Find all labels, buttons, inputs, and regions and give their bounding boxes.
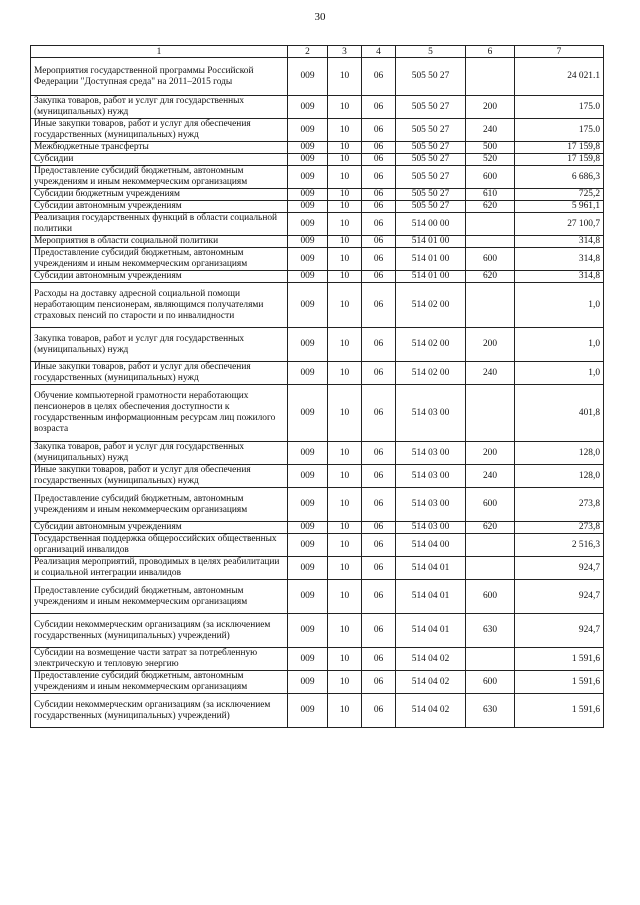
section-code-cell: 10: [328, 557, 362, 580]
admin-code-cell: 009: [288, 557, 328, 580]
section-code-cell: 10: [328, 534, 362, 557]
table-row: [31, 328, 604, 362]
admin-code-cell: 009: [288, 142, 328, 154]
expense-type-cell: [466, 213, 515, 236]
amount-cell: 17 159,8: [515, 154, 604, 166]
target-article-cell: 514 03 00: [396, 385, 466, 442]
target-article-cell: 505 50 27: [396, 154, 466, 166]
amount-cell: 1 591,6: [515, 694, 604, 728]
admin-code-cell: 009: [288, 694, 328, 728]
subsection-code-cell: 06: [362, 201, 396, 213]
target-article-cell: 514 02 00: [396, 283, 466, 328]
admin-code-cell: 009: [288, 201, 328, 213]
admin-code-cell: 009: [288, 96, 328, 119]
row-name-cell: Мероприятия государственной программы Российской Федерации "Доступная среда" на 2011–2015 годы: [31, 58, 288, 96]
expense-type-cell: 600: [466, 248, 515, 271]
column-header: 1: [31, 46, 288, 58]
table-row: [31, 236, 604, 248]
table-row: [31, 465, 604, 488]
target-article-cell: 505 50 27: [396, 58, 466, 96]
table-row: [31, 385, 604, 442]
section-code-cell: 10: [328, 488, 362, 522]
subsection-code-cell: 06: [362, 557, 396, 580]
section-code-cell: 10: [328, 694, 362, 728]
amount-cell: 6 686,3: [515, 166, 604, 189]
row-name-cell: Субсидии бюджетным учреждениям: [31, 189, 288, 201]
section-code-cell: 10: [328, 119, 362, 142]
row-name-cell: Иные закупки товаров, работ и услуг для обеспечения государственных (муниципальных) нужд: [31, 465, 288, 488]
admin-code-cell: 009: [288, 213, 328, 236]
row-name-cell: Государственная поддержка общероссийских общественных организаций инвалидов: [31, 534, 288, 557]
table-row: [31, 248, 604, 271]
table-row: [31, 283, 604, 328]
admin-code-cell: 009: [288, 328, 328, 362]
table-row: [31, 96, 604, 119]
table-row: [31, 442, 604, 465]
section-code-cell: 10: [328, 248, 362, 271]
target-article-cell: 514 02 00: [396, 328, 466, 362]
amount-cell: 27 100,7: [515, 213, 604, 236]
section-code-cell: 10: [328, 465, 362, 488]
subsection-code-cell: 06: [362, 648, 396, 671]
subsection-code-cell: 06: [362, 166, 396, 189]
section-code-cell: 10: [328, 522, 362, 534]
expense-type-cell: 520: [466, 154, 515, 166]
subsection-code-cell: 06: [362, 142, 396, 154]
subsection-code-cell: 06: [362, 671, 396, 694]
table-row: [31, 557, 604, 580]
admin-code-cell: 009: [288, 283, 328, 328]
subsection-code-cell: 06: [362, 488, 396, 522]
target-article-cell: 514 03 00: [396, 465, 466, 488]
amount-cell: 1 591,6: [515, 648, 604, 671]
target-article-cell: 505 50 27: [396, 201, 466, 213]
amount-cell: 1,0: [515, 328, 604, 362]
section-code-cell: 10: [328, 236, 362, 248]
admin-code-cell: 009: [288, 58, 328, 96]
admin-code-cell: 009: [288, 271, 328, 283]
target-article-cell: 514 04 02: [396, 648, 466, 671]
section-code-cell: 10: [328, 328, 362, 362]
admin-code-cell: 009: [288, 189, 328, 201]
section-code-cell: 10: [328, 58, 362, 96]
amount-cell: 401,8: [515, 385, 604, 442]
table-row: [31, 522, 604, 534]
section-code-cell: 10: [328, 614, 362, 648]
target-article-cell: 505 50 27: [396, 166, 466, 189]
expense-type-cell: 600: [466, 488, 515, 522]
row-name-cell: Реализация государственных функций в области социальной политики: [31, 213, 288, 236]
admin-code-cell: 009: [288, 385, 328, 442]
row-name-cell: Межбюджетные трансферты: [31, 142, 288, 154]
row-name-cell: Закупка товаров, работ и услуг для государственных (муниципальных) нужд: [31, 328, 288, 362]
subsection-code-cell: 06: [362, 465, 396, 488]
subsection-code-cell: 06: [362, 385, 396, 442]
admin-code-cell: 009: [288, 648, 328, 671]
admin-code-cell: 009: [288, 671, 328, 694]
row-name-cell: Иные закупки товаров, работ и услуг для обеспечения государственных (муниципальных) нужд: [31, 362, 288, 385]
section-code-cell: 10: [328, 201, 362, 213]
target-article-cell: 505 50 27: [396, 189, 466, 201]
section-code-cell: 10: [328, 648, 362, 671]
subsection-code-cell: 06: [362, 614, 396, 648]
subsection-code-cell: 06: [362, 694, 396, 728]
section-code-cell: 10: [328, 142, 362, 154]
expense-type-cell: [466, 648, 515, 671]
row-name-cell: Закупка товаров, работ и услуг для государственных (муниципальных) нужд: [31, 96, 288, 119]
subsection-code-cell: 06: [362, 96, 396, 119]
row-name-cell: Субсидии автономным учреждениям: [31, 522, 288, 534]
target-article-cell: 514 03 00: [396, 488, 466, 522]
target-article-cell: 514 04 01: [396, 580, 466, 614]
row-name-cell: Иные закупки товаров, работ и услуг для обеспечения государственных (муниципальных) нужд: [31, 119, 288, 142]
admin-code-cell: 009: [288, 154, 328, 166]
amount-cell: 24 021.1: [515, 58, 604, 96]
admin-code-cell: 009: [288, 465, 328, 488]
table-row: [31, 166, 604, 189]
amount-cell: 175.0: [515, 119, 604, 142]
row-name-cell: Субсидии некоммерческим организациям (за исключением государственных (муниципальных) учреждений): [31, 614, 288, 648]
expense-type-cell: 200: [466, 328, 515, 362]
target-article-cell: 514 01 00: [396, 236, 466, 248]
expense-type-cell: 620: [466, 201, 515, 213]
expense-type-cell: 240: [466, 362, 515, 385]
expense-type-cell: [466, 58, 515, 96]
section-code-cell: 10: [328, 671, 362, 694]
table-body: [31, 58, 604, 728]
amount-cell: 128,0: [515, 442, 604, 465]
expense-type-cell: 600: [466, 580, 515, 614]
target-article-cell: 514 04 01: [396, 557, 466, 580]
column-header: 4: [362, 46, 396, 58]
section-code-cell: 10: [328, 442, 362, 465]
target-article-cell: 514 04 02: [396, 671, 466, 694]
expense-type-cell: 630: [466, 694, 515, 728]
subsection-code-cell: 06: [362, 271, 396, 283]
amount-cell: 17 159,8: [515, 142, 604, 154]
amount-cell: 2 516,3: [515, 534, 604, 557]
target-article-cell: 514 03 00: [396, 442, 466, 465]
target-article-cell: 514 04 02: [396, 694, 466, 728]
expense-type-cell: 630: [466, 614, 515, 648]
target-article-cell: 514 04 00: [396, 534, 466, 557]
expense-type-cell: [466, 236, 515, 248]
target-article-cell: 514 01 00: [396, 271, 466, 283]
subsection-code-cell: 06: [362, 58, 396, 96]
amount-cell: 1 591,6: [515, 671, 604, 694]
target-article-cell: 514 02 00: [396, 362, 466, 385]
amount-cell: 314,8: [515, 271, 604, 283]
subsection-code-cell: 06: [362, 442, 396, 465]
target-article-cell: 505 50 27: [396, 142, 466, 154]
section-code-cell: 10: [328, 385, 362, 442]
row-name-cell: Обучение компьютерной грамотности неработающих пенсионеров в целях обеспечения доступности к государственным информационным ресурсам лиц пожилого возраста: [31, 385, 288, 442]
amount-cell: 5 961,1: [515, 201, 604, 213]
row-name-cell: Предоставление субсидий бюджетным, автономным учреждениям и иным некоммерческим организациям: [31, 166, 288, 189]
expense-type-cell: 620: [466, 522, 515, 534]
table-row: [31, 189, 604, 201]
page-number: 30: [314, 11, 326, 23]
section-code-cell: 10: [328, 213, 362, 236]
subsection-code-cell: 06: [362, 236, 396, 248]
section-code-cell: 10: [328, 362, 362, 385]
section-code-cell: 10: [328, 96, 362, 119]
amount-cell: 273,8: [515, 488, 604, 522]
expense-type-cell: [466, 385, 515, 442]
table-row: [31, 142, 604, 154]
row-name-cell: Предоставление субсидий бюджетным, автономным учреждениям и иным некоммерческим организациям: [31, 671, 288, 694]
subsection-code-cell: 06: [362, 189, 396, 201]
table-row: [31, 119, 604, 142]
subsection-code-cell: 06: [362, 283, 396, 328]
expense-type-cell: 600: [466, 166, 515, 189]
amount-cell: 924,7: [515, 614, 604, 648]
table-row: [31, 694, 604, 728]
expense-type-cell: 610: [466, 189, 515, 201]
amount-cell: 924,7: [515, 557, 604, 580]
amount-cell: 273,8: [515, 522, 604, 534]
table-row: [31, 580, 604, 614]
admin-code-cell: 009: [288, 488, 328, 522]
table-row: [31, 271, 604, 283]
column-header: 2: [288, 46, 328, 58]
expense-type-cell: 240: [466, 465, 515, 488]
subsection-code-cell: 06: [362, 119, 396, 142]
admin-code-cell: 009: [288, 522, 328, 534]
expense-type-cell: 600: [466, 671, 515, 694]
section-code-cell: 10: [328, 189, 362, 201]
row-name-cell: Предоставление субсидий бюджетным, автономным учреждениям и иным некоммерческим организациям: [31, 488, 288, 522]
admin-code-cell: 009: [288, 119, 328, 142]
subsection-code-cell: 06: [362, 362, 396, 385]
amount-cell: 1,0: [515, 283, 604, 328]
amount-cell: 175.0: [515, 96, 604, 119]
expense-type-cell: [466, 534, 515, 557]
expense-type-cell: 500: [466, 142, 515, 154]
expense-type-cell: 240: [466, 119, 515, 142]
admin-code-cell: 009: [288, 614, 328, 648]
subsection-code-cell: 06: [362, 154, 396, 166]
amount-cell: 924,7: [515, 580, 604, 614]
admin-code-cell: 009: [288, 362, 328, 385]
admin-code-cell: 009: [288, 248, 328, 271]
subsection-code-cell: 06: [362, 328, 396, 362]
table-row: [31, 671, 604, 694]
subsection-code-cell: 06: [362, 213, 396, 236]
amount-cell: 314,8: [515, 236, 604, 248]
table-row: [31, 154, 604, 166]
section-code-cell: 10: [328, 166, 362, 189]
table-row: [31, 362, 604, 385]
column-header: 7: [515, 46, 604, 58]
expense-type-cell: 200: [466, 442, 515, 465]
row-name-cell: Реализация мероприятий, проводимых в целях реабилитации и социальной интеграции инвалидов: [31, 557, 288, 580]
column-header: 6: [466, 46, 515, 58]
expense-type-cell: [466, 557, 515, 580]
target-article-cell: 514 01 00: [396, 248, 466, 271]
column-header: 5: [396, 46, 466, 58]
header-row: [31, 46, 604, 58]
subsection-code-cell: 06: [362, 580, 396, 614]
row-name-cell: Предоставление субсидий бюджетным, автономным учреждениям и иным некоммерческим организациям: [31, 248, 288, 271]
subsection-code-cell: 06: [362, 534, 396, 557]
row-name-cell: Предоставление субсидий бюджетным, автономным учреждениям и иным некоммерческим организациям: [31, 580, 288, 614]
section-code-cell: 10: [328, 283, 362, 328]
table-row: [31, 201, 604, 213]
admin-code-cell: 009: [288, 166, 328, 189]
row-name-cell: Субсидии некоммерческим организациям (за исключением государственных (муниципальных) учреждений): [31, 694, 288, 728]
expense-type-cell: 200: [466, 96, 515, 119]
table-row: [31, 534, 604, 557]
section-code-cell: 10: [328, 271, 362, 283]
target-article-cell: 514 00 00: [396, 213, 466, 236]
table-row: [31, 488, 604, 522]
row-name-cell: Мероприятия в области социальной политики: [31, 236, 288, 248]
expense-type-cell: 620: [466, 271, 515, 283]
table-row: [31, 614, 604, 648]
expense-type-cell: [466, 283, 515, 328]
budget-table: [30, 45, 604, 728]
subsection-code-cell: 06: [362, 522, 396, 534]
admin-code-cell: 009: [288, 580, 328, 614]
section-code-cell: 10: [328, 154, 362, 166]
target-article-cell: 505 50 27: [396, 119, 466, 142]
row-name-cell: Субсидии на возмещение части затрат за потребленную электрическую и тепловую энергию: [31, 648, 288, 671]
table-row: [31, 648, 604, 671]
amount-cell: 314,8: [515, 248, 604, 271]
row-name-cell: Закупка товаров, работ и услуг для государственных (муниципальных) нужд: [31, 442, 288, 465]
row-name-cell: Субсидии: [31, 154, 288, 166]
amount-cell: 1,0: [515, 362, 604, 385]
row-name-cell: Расходы на доставку адресной социальной помощи неработающим пенсионерам, являющимся получателями страховых пенсий по старости и по инвалидности: [31, 283, 288, 328]
column-header: 3: [328, 46, 362, 58]
table-row: [31, 58, 604, 96]
admin-code-cell: 009: [288, 534, 328, 557]
subsection-code-cell: 06: [362, 248, 396, 271]
section-code-cell: 10: [328, 580, 362, 614]
target-article-cell: 514 03 00: [396, 522, 466, 534]
amount-cell: 725,2: [515, 189, 604, 201]
row-name-cell: Субсидии автономным учреждениям: [31, 271, 288, 283]
amount-cell: 128,0: [515, 465, 604, 488]
table-row: [31, 213, 604, 236]
target-article-cell: 505 50 27: [396, 96, 466, 119]
admin-code-cell: 009: [288, 442, 328, 465]
row-name-cell: Субсидии автономным учреждениям: [31, 201, 288, 213]
target-article-cell: 514 04 01: [396, 614, 466, 648]
admin-code-cell: 009: [288, 236, 328, 248]
